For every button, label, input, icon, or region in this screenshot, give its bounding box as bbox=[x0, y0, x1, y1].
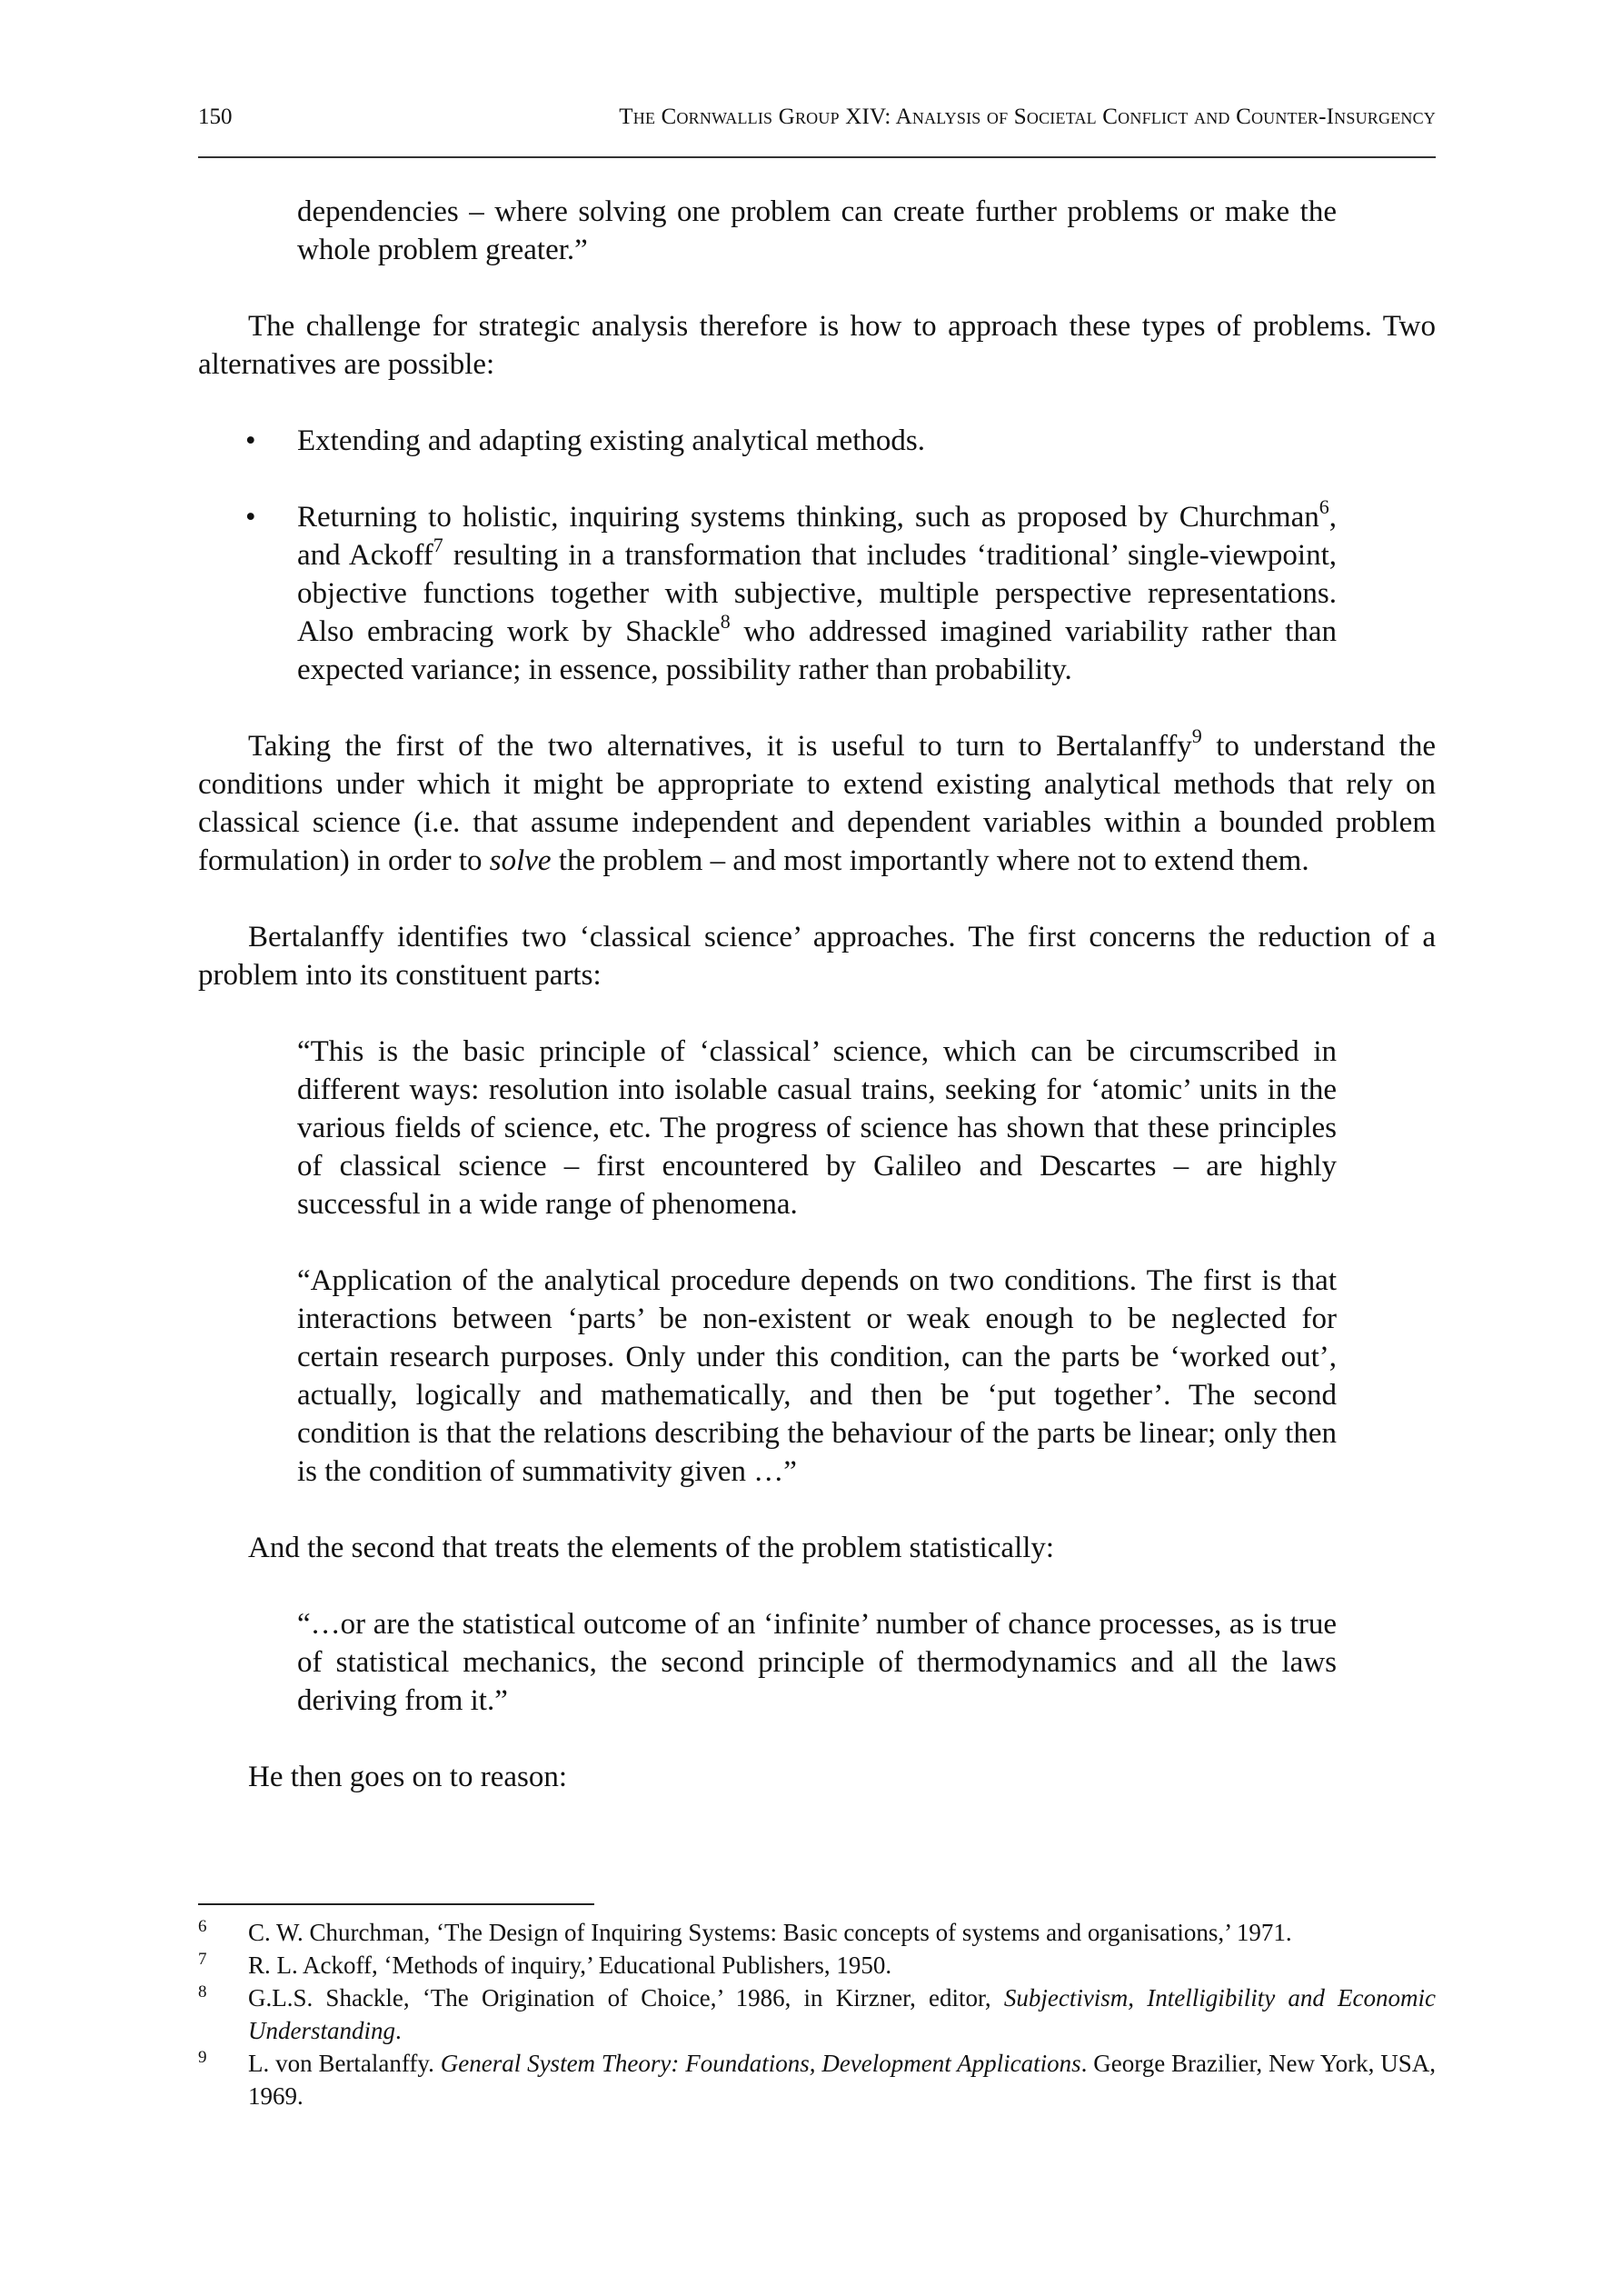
footnote-8 bbox=[198, 1982, 1436, 2047]
footnote-number: 7 bbox=[198, 1950, 207, 1969]
bullet-icon: • bbox=[245, 501, 256, 534]
footnote-text: . George Brazilier, New York, USA, 1969. bbox=[248, 2050, 1436, 2110]
footnote-9 bbox=[198, 2047, 1436, 2112]
footnote-number: 9 bbox=[198, 2048, 207, 2067]
running-header bbox=[198, 98, 1436, 136]
footnote-number: 6 bbox=[198, 1917, 207, 1936]
header-rule bbox=[198, 156, 1436, 158]
footnote-italic: General System Theory: Foundations, Development Applications bbox=[440, 2050, 1081, 2077]
emphasis-text: solve bbox=[489, 844, 552, 877]
list-item bbox=[198, 495, 1436, 689]
footnote-ref: 9 bbox=[1191, 724, 1202, 747]
paragraph-classical-science: Bertalanffy identifies two ‘classical science’ approaches. The first concerns the reduction of a problem into its constituent parts: bbox=[198, 921, 1436, 992]
footnote-italic: Subjectivism, Intelligibility and Economic Understanding bbox=[248, 1984, 1436, 2044]
list-item-text: Returning to holistic, inquiring systems thinking, such as proposed by Churchman bbox=[297, 501, 1319, 534]
paragraph-statistical: And the second that treats the elements of the problem statistically: bbox=[248, 1532, 1055, 1564]
list-item bbox=[198, 422, 1436, 460]
paragraph-reason: He then goes on to reason: bbox=[248, 1761, 567, 1793]
alternatives-list bbox=[198, 422, 1436, 689]
bullet-icon: • bbox=[245, 424, 256, 457]
footnote-text: G.L.S. Shackle, ‘The Origination of Choice,’ 1986, in Kirzner, editor, bbox=[248, 1984, 1004, 2011]
list-item-text: , and Ackoff bbox=[297, 501, 1337, 572]
footnotes bbox=[198, 1916, 1436, 2112]
footnote-text: R. L. Ackoff, ‘Methods of inquiry,’ Educational Publishers, 1950. bbox=[248, 1952, 892, 1979]
main-text bbox=[198, 193, 1436, 1796]
footnote-7 bbox=[198, 1949, 1436, 1982]
footnote-rule bbox=[198, 1903, 594, 1905]
block-quote-1: “This is the basic principle of ‘classical’ science, which can be circumscribed in different ways: resolution into isolable casual trains, seeking for ‘atomic’ units in the various fields of science, etc. The progress of science has shown that these principles of classical science – first encountered by Galileo and Descartes – are highly successful in a wide range of phenomena. bbox=[297, 1035, 1337, 1221]
quote-continuation: dependencies – where solving one problem can create further problems or make the whole problem greater.” bbox=[297, 195, 1337, 266]
text-run: Taking the first of the two alternatives, it is useful to turn to Bertalanffy bbox=[248, 730, 1192, 763]
text-run: to understand the conditions under which it might be appropriate to extend existing analytical methods that rely on classical science (i.e. that assume independent and dependent variables within a bounded problem formulation) in order to bbox=[198, 730, 1436, 877]
page-number: 150 bbox=[198, 105, 233, 129]
list-item-text: Extending and adapting existing analytical methods. bbox=[297, 424, 926, 457]
list-item-text: who addressed imagined variability rather than expected variance; in essence, possibility rather than probability. bbox=[297, 615, 1337, 686]
footnote-text: . bbox=[395, 2017, 402, 2044]
footnote-number: 8 bbox=[198, 1982, 207, 2002]
footnote-ref: 7 bbox=[433, 534, 443, 556]
block-quote-3: “…or are the statistical outcome of an ‘infinite’ number of chance processes, as is true of statistical mechanics, the second principle of thermodynamics and all the laws deriving from it.” bbox=[297, 1608, 1337, 1717]
text-run: the problem – and most importantly where not to extend them. bbox=[551, 844, 1309, 877]
list-item-text: resulting in a transformation that includes ‘traditional’ single-viewpoint, objective functions together with subjective, multiple perspective representations. Also embracing work by Shackle bbox=[297, 539, 1337, 648]
block-quote-2: “Application of the analytical procedure depends on two conditions. The first is that interactions between ‘parts’ be non-existent or weak enough to be neglected for certain research purposes. Only under this condition, can the parts be ‘worked out’, actually, logically and mathematically, and then be ‘put together’. The second condition is that the relations describing the behaviour of the parts be linear; only then is the condition of summativity given …” bbox=[297, 1264, 1337, 1488]
footnote-text: L. von Bertalanffy. bbox=[248, 2050, 441, 2077]
footnote-ref: 8 bbox=[720, 610, 731, 633]
paragraph-challenge: The challenge for strategic analysis therefore is how to approach these types of problems. Two alternatives are possible: bbox=[198, 310, 1436, 381]
paragraph-bertalanffy bbox=[198, 724, 1436, 880]
footnote-text: C. W. Churchman, ‘The Design of Inquiring Systems: Basic concepts of systems and organisations,’ 1971. bbox=[248, 1919, 1292, 1946]
footnote-ref: 6 bbox=[1318, 495, 1329, 518]
running-title: The Cornwallis Group XIV: Analysis of Societal Conflict and Counter-Insurgency bbox=[619, 105, 1436, 129]
footnote-6 bbox=[198, 1916, 1436, 1949]
